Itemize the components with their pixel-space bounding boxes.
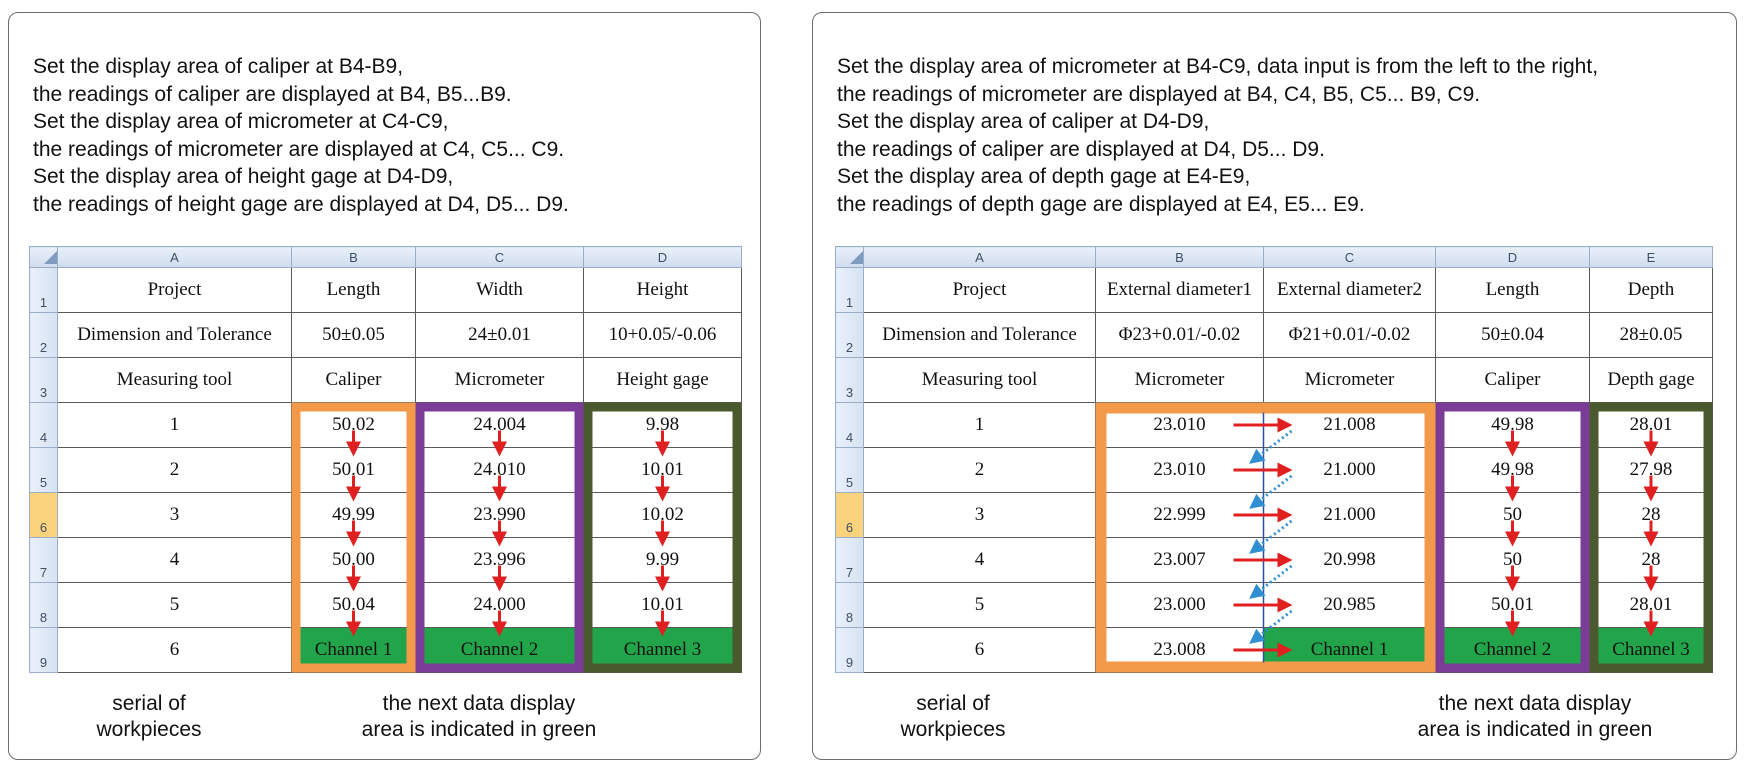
row-header[interactable]: 3 [30, 358, 58, 403]
description-line: Set the display area of micrometer at C4-C9, [33, 110, 449, 133]
table-cell[interactable]: 23.010 [1096, 403, 1264, 448]
table-row [30, 583, 742, 628]
next-data-area-cell[interactable]: Channel 3 [1590, 628, 1713, 673]
row-header[interactable]: 8 [30, 583, 58, 628]
table-cell[interactable]: 28 [1590, 538, 1713, 583]
table-cell[interactable]: 20.998 [1264, 538, 1436, 583]
table-cell[interactable]: 23.996 [416, 538, 584, 583]
table-cell[interactable]: External diameter2 [1264, 268, 1436, 313]
table-cell[interactable]: 3 [58, 493, 292, 538]
table-row [30, 448, 742, 493]
table-cell[interactable]: 6 [58, 628, 292, 673]
column-header[interactable]: B [292, 247, 416, 268]
table-cell[interactable]: 50.01 [1436, 583, 1590, 628]
row-header[interactable]: 4 [836, 403, 864, 448]
column-header[interactable]: D [584, 247, 742, 268]
table-cell[interactable]: 50±0.04 [1436, 313, 1590, 358]
select-all-corner[interactable] [836, 247, 864, 268]
table-cell[interactable]: 50 [1436, 493, 1590, 538]
table-cell[interactable]: 23.010 [1096, 448, 1264, 493]
table-cell[interactable]: 50.01 [292, 448, 416, 493]
table-cell[interactable]: Height [584, 268, 742, 313]
row-header[interactable]: 1 [836, 268, 864, 313]
table-cell[interactable]: Dimension and Tolerance [864, 313, 1096, 358]
column-header[interactable]: E [1590, 247, 1713, 268]
serial-caption [883, 691, 1023, 743]
table-cell[interactable]: 1 [864, 403, 1096, 448]
table-cell[interactable]: 2 [58, 448, 292, 493]
table-row [30, 313, 742, 358]
table-cell[interactable]: 49.98 [1436, 403, 1590, 448]
table-row [836, 583, 1713, 628]
table-cell[interactable]: 28±0.05 [1590, 313, 1713, 358]
table-cell[interactable]: 5 [864, 583, 1096, 628]
table-row [30, 538, 742, 583]
table-cell[interactable]: 23.008 [1096, 628, 1264, 673]
next-data-area-cell[interactable]: Channel 1 [1264, 628, 1436, 673]
row-header[interactable]: 6 [836, 493, 864, 538]
table-cell[interactable]: 10.01 [584, 583, 742, 628]
table-row [836, 628, 1713, 673]
description-line: Set the display area of micrometer at B4-C9, data input is from the left to the right, [837, 55, 1599, 78]
table-cell[interactable]: 10.01 [584, 448, 742, 493]
row-header[interactable]: 4 [30, 403, 58, 448]
table-cell[interactable]: 4 [864, 538, 1096, 583]
description-line: the readings of micrometer are displayed at C4, C5... C9. [33, 137, 565, 161]
table-cell[interactable]: Depth [1590, 268, 1713, 313]
table-cell[interactable]: Caliper [1436, 358, 1590, 403]
table-cell[interactable]: 27.98 [1590, 448, 1713, 493]
table-cell[interactable]: 21.008 [1264, 403, 1436, 448]
description-line: Set the display area of depth gage at E4-E9, [837, 165, 1251, 188]
table-cell[interactable]: Caliper [292, 358, 416, 403]
table-cell[interactable]: Φ23+0.01/-0.02 [1096, 313, 1264, 358]
table-row [30, 493, 742, 538]
table-row [836, 313, 1713, 358]
description-line: the readings of caliper are displayed at B4, B5...B9. [33, 82, 512, 106]
table-cell[interactable]: 49.99 [292, 493, 416, 538]
column-header[interactable]: D [1436, 247, 1590, 268]
table-cell[interactable]: 28.01 [1590, 403, 1713, 448]
table-cell[interactable]: 9.98 [584, 403, 742, 448]
table-cell[interactable]: 50.04 [292, 583, 416, 628]
table-row [836, 403, 1713, 448]
row-header[interactable]: 9 [836, 628, 864, 673]
table-cell[interactable]: 49.98 [1436, 448, 1590, 493]
table-cell[interactable]: Measuring tool [58, 358, 292, 403]
next-area-caption-text: the next data display area is indicated in green [1417, 692, 1653, 741]
next-data-area-cell[interactable]: Channel 2 [1436, 628, 1590, 673]
column-header[interactable]: C [416, 247, 584, 268]
corner-triangle-icon [44, 250, 58, 264]
table-cell[interactable]: 23.007 [1096, 538, 1264, 583]
table-row [836, 358, 1713, 403]
right-description [837, 53, 1598, 218]
table-cell[interactable]: 28.01 [1590, 583, 1713, 628]
column-header[interactable]: A [58, 247, 292, 268]
next-area-caption [1385, 691, 1685, 743]
table-cell[interactable]: 28 [1590, 493, 1713, 538]
table-cell[interactable]: 10.02 [584, 493, 742, 538]
table-cell[interactable]: 3 [864, 493, 1096, 538]
table-cell[interactable]: Micrometer [416, 358, 584, 403]
table-cell[interactable]: Dimension and Tolerance [58, 313, 292, 358]
table-cell[interactable]: Width [416, 268, 584, 313]
row-header[interactable]: 2 [30, 313, 58, 358]
serial-caption-text: serial of workpieces [96, 692, 202, 741]
serial-caption [79, 691, 219, 743]
table-cell[interactable]: 50.00 [292, 538, 416, 583]
table-cell[interactable]: 24.010 [416, 448, 584, 493]
table-cell[interactable]: 6 [864, 628, 1096, 673]
table-row [30, 268, 742, 313]
table-cell[interactable]: Φ21+0.01/-0.02 [1264, 313, 1436, 358]
left-description [33, 53, 569, 218]
table-row [836, 448, 1713, 493]
table-cell[interactable]: 24.004 [416, 403, 584, 448]
table-cell[interactable]: Project [864, 268, 1096, 313]
column-header[interactable]: A [864, 247, 1096, 268]
row-header[interactable]: 1 [30, 268, 58, 313]
description-line: the readings of micrometer are displayed at B4, C4, B5, C5... B9, C9. [837, 82, 1481, 106]
table-cell[interactable]: 20.985 [1264, 583, 1436, 628]
table-cell[interactable]: 21.000 [1264, 448, 1436, 493]
row-header[interactable]: 2 [836, 313, 864, 358]
table-cell[interactable]: Height gage [584, 358, 742, 403]
column-header[interactable]: B [1096, 247, 1264, 268]
description-line: the readings of height gage are displayed at D4, D5... D9. [33, 192, 569, 216]
description-line: Set the display area of caliper at D4-D9, [837, 110, 1210, 133]
left-spreadsheet [29, 246, 742, 673]
table-row [30, 628, 742, 673]
next-area-caption-text: the next data display area is indicated in green [361, 692, 597, 741]
column-header[interactable]: C [1264, 247, 1436, 268]
table-cell[interactable]: Length [292, 268, 416, 313]
table-cell[interactable]: 22.999 [1096, 493, 1264, 538]
row-header[interactable]: 7 [30, 538, 58, 583]
row-header[interactable]: 7 [836, 538, 864, 583]
table-cell[interactable]: Micrometer [1264, 358, 1436, 403]
table-cell[interactable]: 50±0.05 [292, 313, 416, 358]
table-cell[interactable]: 4 [58, 538, 292, 583]
right-spreadsheet [835, 246, 1713, 673]
table-row [836, 538, 1713, 583]
table-row [30, 403, 742, 448]
table-cell[interactable]: 50.02 [292, 403, 416, 448]
next-data-area-cell[interactable]: Channel 3 [584, 628, 742, 673]
corner-triangle-icon [850, 250, 864, 264]
table-cell[interactable]: 2 [864, 448, 1096, 493]
table-cell[interactable]: 10+0.05/-0.06 [584, 313, 742, 358]
table-cell[interactable]: 24±0.01 [416, 313, 584, 358]
row-header[interactable]: 5 [836, 448, 864, 493]
table-cell[interactable]: Measuring tool [864, 358, 1096, 403]
next-data-area-cell[interactable]: Channel 1 [292, 628, 416, 673]
next-data-area-cell[interactable]: Channel 2 [416, 628, 584, 673]
table-cell[interactable]: 50 [1436, 538, 1590, 583]
table-cell[interactable]: 23.990 [416, 493, 584, 538]
table-cell[interactable]: Depth gage [1590, 358, 1713, 403]
table-cell[interactable]: 21.000 [1264, 493, 1436, 538]
serial-caption-text: serial of workpieces [900, 692, 1006, 741]
table-cell[interactable]: External diameter1 [1096, 268, 1264, 313]
table-row [836, 268, 1713, 313]
table-cell[interactable]: 1 [58, 403, 292, 448]
select-all-corner[interactable] [30, 247, 58, 268]
description-line: the readings of caliper are displayed at D4, D5... D9. [837, 137, 1325, 161]
description-line: the readings of depth gage are displayed at E4, E5... E9. [837, 192, 1365, 216]
row-header[interactable]: 5 [30, 448, 58, 493]
row-header[interactable]: 3 [836, 358, 864, 403]
table-cell[interactable]: 9.99 [584, 538, 742, 583]
row-header[interactable]: 9 [30, 628, 58, 673]
table-cell[interactable]: Micrometer [1096, 358, 1264, 403]
row-header[interactable]: 6 [30, 493, 58, 538]
next-area-caption [329, 691, 629, 743]
table-cell[interactable]: 5 [58, 583, 292, 628]
table-cell[interactable]: 24.000 [416, 583, 584, 628]
table-cell[interactable]: 23.000 [1096, 583, 1264, 628]
left-panel [8, 12, 761, 760]
description-line: Set the display area of height gage at D4-D9, [33, 165, 454, 188]
table-row [30, 358, 742, 403]
table-cell[interactable]: Length [1436, 268, 1590, 313]
table-cell[interactable]: Project [58, 268, 292, 313]
description-line: Set the display area of caliper at B4-B9, [33, 55, 404, 78]
row-header[interactable]: 8 [836, 583, 864, 628]
right-panel [812, 12, 1737, 760]
table-row [836, 493, 1713, 538]
